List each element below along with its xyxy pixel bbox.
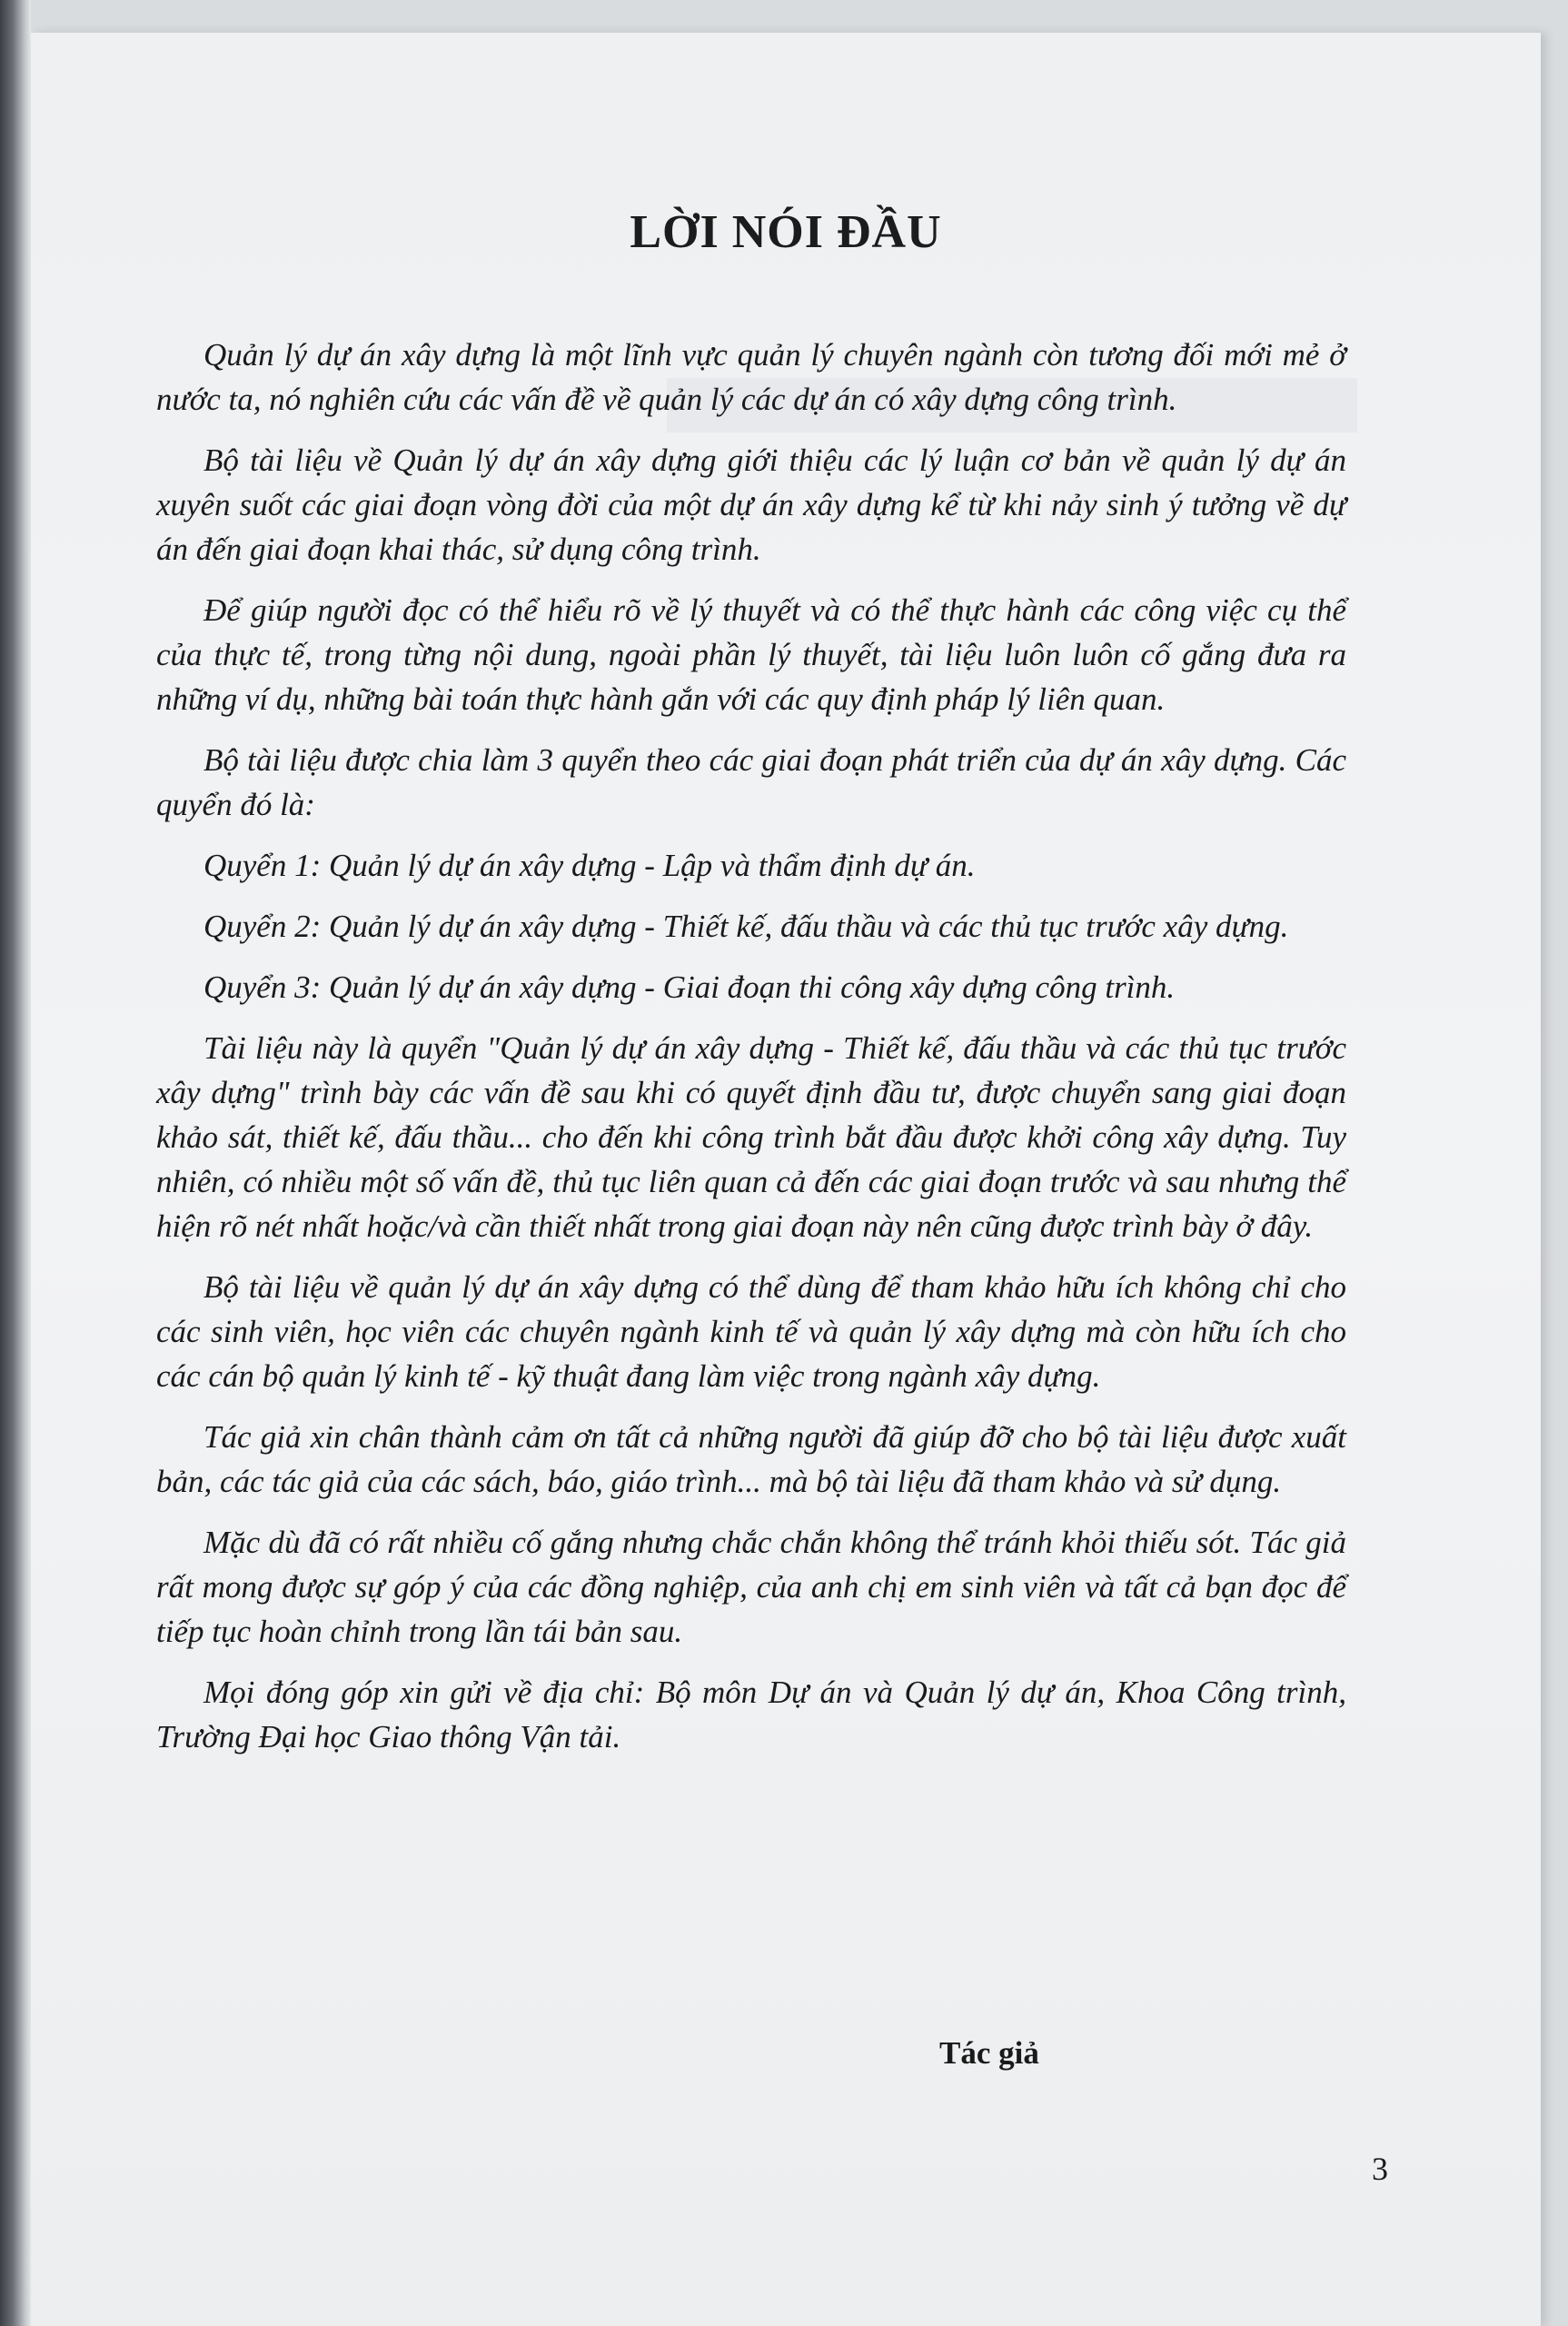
page-number: 3 — [1372, 2151, 1388, 2187]
paragraph: Bộ tài liệu được chia làm 3 quyển theo các giai đoạn phát triển của dự án xây dựng. Các quyển đó là: — [156, 742, 1346, 822]
paragraph: Bộ tài liệu về Quản lý dự án xây dựng giới thiệu các lý luận cơ bản về quản lý dự án xuyên suốt các giai đoạn vòng đời của một dự án xây dựng kể từ khi nảy sinh ý tưởng về dự án đến giai đoạn khai thác, sử dụng công trình. — [156, 442, 1346, 567]
page-heading: LỜI NÓI ĐẦU — [630, 206, 942, 258]
book-spine — [0, 0, 31, 2326]
author-signature: Tác giả — [939, 2035, 1039, 2071]
paragraph: Quyển 1: Quản lý dự án xây dựng - Lập và thẩm định dự án. — [203, 848, 976, 883]
paragraph: Quản lý dự án xây dựng là một lĩnh vực quản lý chuyên ngành còn tương đối mới mẻ ở nước ta, nó nghiên cứu các vấn đề về quản lý các dự án có xây dựng công trình. — [156, 337, 1346, 417]
paragraph: Mọi đóng góp xin gửi về địa chỉ: Bộ môn Dự án và Quản lý dự án, Khoa Công trình, Trường Đại học Giao thông Vận tải. — [156, 1675, 1346, 1754]
paragraph: Tài liệu này là quyển "Quản lý dự án xây dựng - Thiết kế, đấu thầu và các thủ tục trước xây dựng" trình bày các vấn đề sau khi có quyết định đầu tư, được chuyển sang giai đoạn khảo sát, thiết kế, đấu thầu... cho đến khi công trình bắt đầu được khởi công xây dựng. Tuy nhiên, có nhiều một số vấn đề, thủ tục liên quan cả đến các giai đoạn trước và sau nhưng thể hiện rõ nét nhất hoặc/và cần thiết nhất trong giai đoạn này nên cũng được trình bày ở đây. — [156, 1030, 1346, 1244]
paragraph: Bộ tài liệu về quản lý dự án xây dựng có thể dùng để tham khảo hữu ích không chỉ cho các sinh viên, học viên các chuyên ngành kinh tế và quản lý xây dựng mà còn hữu ích cho các cán bộ quản lý kinh tế - kỹ thuật đang làm việc trong ngành xây dựng. — [156, 1269, 1346, 1394]
paragraph: Tác giả xin chân thành cảm ơn tất cả những người đã giúp đỡ cho bộ tài liệu được xuất bản, các tác giả của các sách, báo, giáo trình... mà bộ tài liệu đã tham khảo và sử dụng. — [156, 1419, 1346, 1499]
preface-body — [156, 333, 1346, 1775]
paragraph: Mặc dù đã có rất nhiều cố gắng nhưng chắc chắn không thể tránh khỏi thiếu sót. Tác giả rất mong được sự góp ý của các đồng nghiệp, của anh chị em sinh viên và tất cả bạn đọc để tiếp tục hoàn chỉnh trong lần tái bản sau. — [156, 1525, 1346, 1649]
book-page — [31, 33, 1541, 2326]
paragraph: Để giúp người đọc có thể hiểu rõ về lý thuyết và có thể thực hành các công việc cụ thể của thực tế, trong từng nội dung, ngoài phần lý thuyết, tài liệu luôn luôn cố gắng đưa ra những ví dụ, những bài toán thực hành gắn với các quy định pháp lý liên quan. — [156, 592, 1346, 717]
paragraph: Quyển 2: Quản lý dự án xây dựng - Thiết kế, đấu thầu và các thủ tục trước xây dựng. — [203, 909, 1289, 944]
paragraph: Quyển 3: Quản lý dự án xây dựng - Giai đoạn thi công xây dựng công trình. — [203, 969, 1176, 1005]
